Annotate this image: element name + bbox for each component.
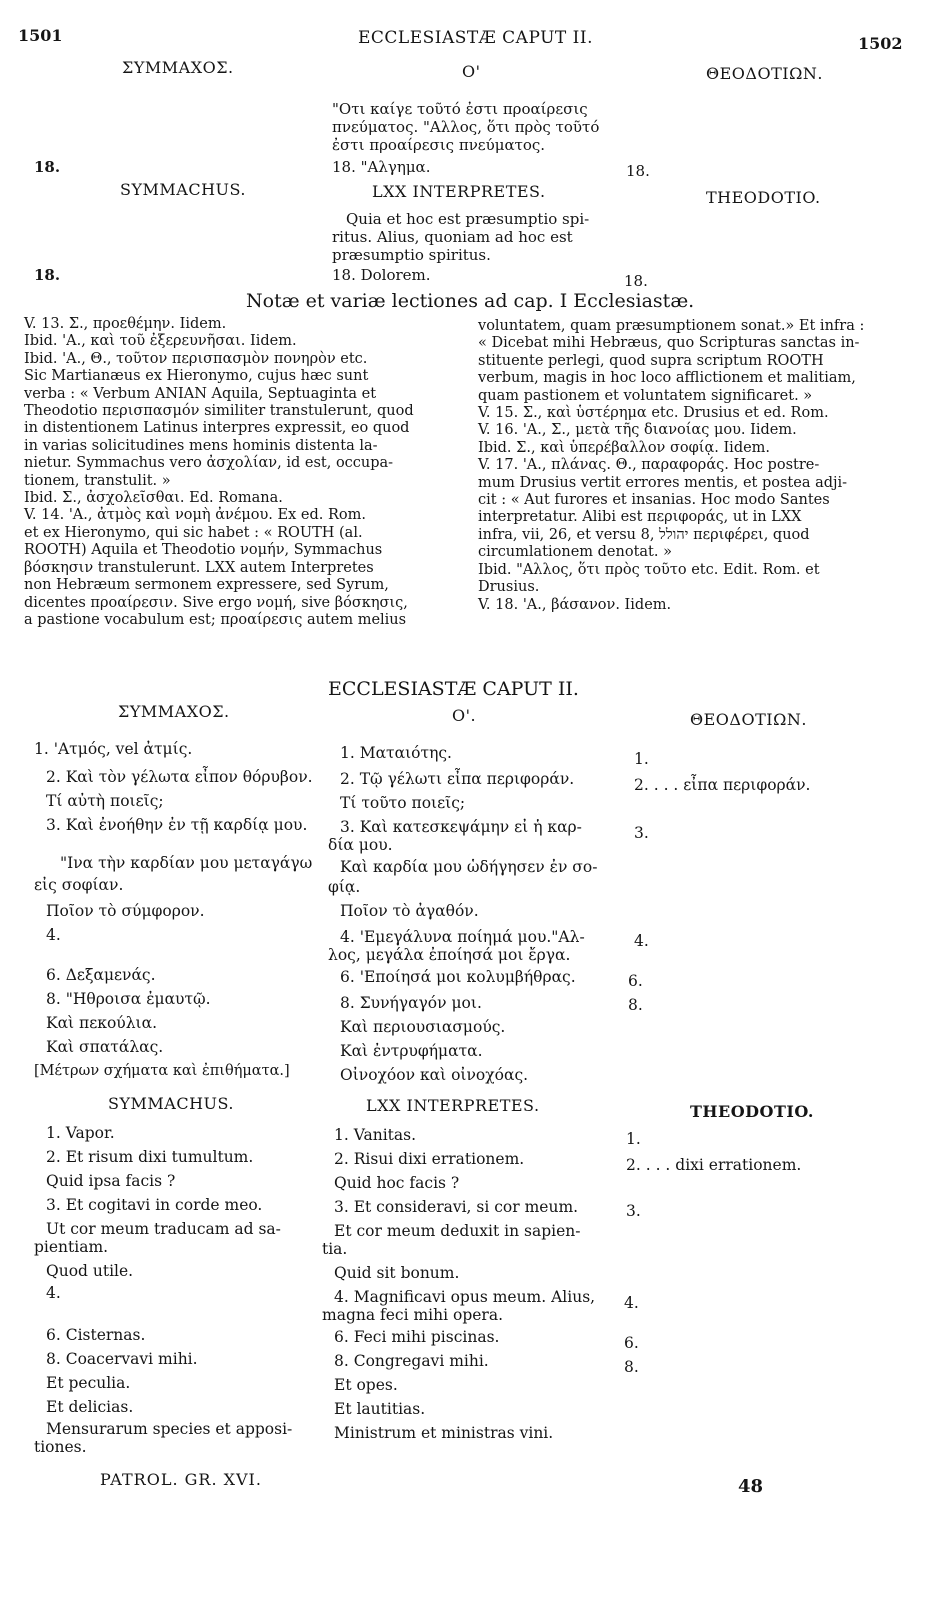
symm-greek-line: [Μέτρων σχήματα καὶ ἐπιθήματα.] <box>34 1063 290 1079</box>
center-greek-line-2: πνεύματος. "Αλλος, ὅτι πρὸς τοῦτό <box>332 118 600 136</box>
lxx-latin-line: 3. Et consideravi, si cor meum. <box>334 1198 579 1216</box>
symm-greek-line: Τί αὐτὴ ποιεῖς; <box>46 792 164 810</box>
center-greek-line-1: "Οτι καίγε τοῦτό ἐστι προαίρεσις <box>332 100 588 118</box>
lower-section-title: ECCLESIASTÆ CAPUT II. <box>328 678 579 700</box>
notes-right-column <box>478 318 864 614</box>
symm-latin-line: 1. Vapor. <box>46 1124 115 1142</box>
notes-right-line: mum Drusius vertit errores mentis, et postea adji- <box>478 474 848 491</box>
lower-theodotion-greek-heading: ΘΕΟΔΟΤΙΩΝ. <box>690 710 807 729</box>
theodotio-latin-heading: THEODOTIO. <box>706 188 821 207</box>
notes-right-line: Ibid. Σ., καὶ ὑπερέβαλλον σοφίᾳ. Iidem. <box>478 439 771 456</box>
notes-left-line: ROOTH) Aquila et Theodotio νομήν, Symmachus <box>24 542 383 559</box>
notes-right-line: verbum, magis in hoc loco afflictionem et malitiam, <box>478 370 856 387</box>
notes-right-line: interpretatur. Alibi est περιφοράς, ut in LXX <box>478 509 802 526</box>
lxx-greek-line: Καὶ ἐντρυφήματα. <box>340 1042 483 1060</box>
center-latin-line-1: Quia et hoc est præsumptio spi- <box>346 210 590 228</box>
page-number-left: 1501 <box>18 26 63 45</box>
theod-latin-line: 3. <box>626 1202 641 1220</box>
symmachus-latin-heading: SYMMACHUS. <box>120 180 246 199</box>
lxx-latin-line: Quid sit bonum. <box>334 1264 460 1282</box>
lxx-greek-line: 1. Ματαιότης. <box>340 744 452 762</box>
verse-18-greek-center: 18. "Αλγημα. <box>332 158 431 176</box>
notes-heading: Notæ et variæ lectiones ad cap. I Ecclesiastæ. <box>246 290 695 312</box>
symm-greek-line: "Ινα τὴν καρδίαν μου μεταγάγω <box>60 854 313 872</box>
lxx-greek-line: φίᾳ. <box>328 878 361 896</box>
notes-left-line: in distentionem Latinus interpres expressit, eo quod <box>24 420 410 437</box>
notes-right-line: V. 17. 'Α., πλάνας. Θ., παραφοράς. Hoc postre- <box>478 457 820 474</box>
footer-series: PATROL. GR. XVI. <box>100 1470 262 1489</box>
lxx-latin-line: 4. Magnificavi opus meum. Alius, <box>334 1288 596 1306</box>
lxx-greek-line: Οἰνοχόον καὶ οἰνοχόας. <box>340 1066 529 1084</box>
lxx-greek-line: 4. 'Εμεγάλυνα ποίημά μου."Αλ- <box>340 928 585 946</box>
lower-symmachus-greek-heading: ΣΥΜΜΑΧΟΣ. <box>118 702 230 721</box>
notes-left-line: tionem, transtulit. » <box>24 472 171 489</box>
notes-left-line: V. 14. 'Α., ἀτμὸς καὶ νομὴ ἀνέμου. Ex ed. Rom. <box>24 507 366 524</box>
lower-lxx-latin-heading: LXX INTERPRETES. <box>366 1096 540 1115</box>
theod-latin-line: 2. . . . dixi errationem. <box>626 1156 802 1174</box>
notes-right-line: « Dicebat mihi Hebræus, quo Scripturas sanctas in- <box>478 335 860 352</box>
theod-greek-line: 6. <box>628 972 643 990</box>
symm-latin-line: 6. Cisternas. <box>46 1326 146 1344</box>
notes-left-column <box>24 316 414 629</box>
notes-right-line: stituente perlegi, quod supra scriptum ROOTH <box>478 352 824 369</box>
lxx-latin-line: Et cor meum deduxit in sapien- <box>334 1222 581 1240</box>
notes-left-line: verba : « Verbum ANIAN Aquila, Septuaginta et <box>24 385 377 402</box>
notes-left-line: dicentes προαίρεσιν. Sive ergo νομή, sive βόσκησις, <box>24 594 408 611</box>
verse-18-greek-left: 18. <box>34 158 61 176</box>
lxx-latin-line: Quid hoc facis ? <box>334 1174 460 1192</box>
notes-right-line: V. 15. Σ., καὶ ὑστέρημα etc. Drusius et ed. Rom. <box>478 405 829 422</box>
lxx-latin-line: Ministrum et ministras vini. <box>334 1424 554 1442</box>
lxx-latin-line: magna feci mihi opera. <box>322 1306 504 1324</box>
symm-latin-line: tiones. <box>34 1438 87 1456</box>
symm-latin-line: Et delicias. <box>46 1398 134 1416</box>
lxx-greek-line: Καὶ καρδία μου ὡδήγησεν ἐν σο- <box>340 858 598 876</box>
symm-greek-line: Καὶ πεκούλια. <box>46 1014 158 1032</box>
notes-left-line: et ex Hieronymo, qui sic habet : « ROUTH (al. <box>24 524 363 541</box>
symm-latin-line: Mensurarum species et apposi- <box>46 1420 293 1438</box>
symm-greek-line: 3. Καὶ ἐνοήθην ἐν τῇ καρδίᾳ μου. <box>46 816 308 834</box>
notes-right-line: cit : « Aut furores et insanias. Hoc modo Santes <box>478 492 830 509</box>
running-title: ECCLESIASTÆ CAPUT II. <box>358 28 593 48</box>
theod-latin-line: 1. <box>626 1130 641 1148</box>
notes-left-line: nietur. Symmachus vero ἀσχολίαν, id est, occupa- <box>24 455 394 472</box>
symm-greek-line: 8. "Ηθροισα ἐμαυτῷ. <box>46 990 211 1008</box>
verse-18-latin-left: 18. <box>34 266 61 284</box>
lxx-greek-line: δία μου. <box>328 836 393 854</box>
symm-latin-line: 3. Et cogitavi in corde meo. <box>46 1196 263 1214</box>
notes-left-line: Ibid. 'Α., Θ., τοῦτον περισπασμὸν πονηρὸν etc. <box>24 350 368 367</box>
lxx-greek-line: Καὶ περιουσιασμούς. <box>340 1018 506 1036</box>
lxx-latin-line: 8. Congregavi mihi. <box>334 1352 489 1370</box>
theod-latin-line: 6. <box>624 1334 639 1352</box>
lower-symmachus-latin-heading: SYMMACHUS. <box>108 1094 234 1113</box>
notes-left-line: βόσκησιν transtulerunt. LXX autem Interpretes <box>24 559 374 576</box>
notes-left-line: a pastione vocabulum est; προαίρεσις autem melius <box>24 611 407 628</box>
lower-lxx-greek-heading: Ο'. <box>452 706 477 725</box>
notes-left-line: in varias solicitudines mens hominis distenta la- <box>24 437 378 454</box>
lxx-latin-line: Et opes. <box>334 1376 398 1394</box>
symm-greek-line: 1. 'Ατμός, vel ἀτμίς. <box>34 740 193 758</box>
lxx-greek-line: λος, μεγάλα ἐποίησά μοι ἔργα. <box>328 946 571 964</box>
symmachus-greek-heading: ΣΥΜΜΑΧΟΣ. <box>122 58 234 77</box>
symm-latin-line: 8. Coacervavi mihi. <box>46 1350 198 1368</box>
lower-theodotio-latin-heading: THEODOTIO. <box>690 1102 814 1121</box>
notes-right-line: Ibid. "Αλλος, ὅτι πρὸς τοῦτο etc. Edit. Rom. et <box>478 561 820 578</box>
notes-right-line: V. 18. 'Α., βάσανον. Iidem. <box>478 596 672 613</box>
notes-right-line: Drusius. <box>478 579 540 596</box>
lxx-greek-line: 2. Τῷ γέλωτι εἶπα περιφοράν. <box>340 770 575 788</box>
lxx-latin-line: 2. Risui dixi errationem. <box>334 1150 525 1168</box>
lxx-greek-line: 6. 'Εποίησά μοι κολυμβήθρας. <box>340 968 576 986</box>
lxx-latin-line: tia. <box>322 1240 348 1258</box>
notes-right-line: V. 16. 'Α., Σ., μετὰ τῆς διανοίας μου. Iidem. <box>478 422 797 439</box>
lxx-greek-line: Τί τοῦτο ποιεῖς; <box>340 794 466 812</box>
symm-latin-line: pientiam. <box>34 1238 109 1256</box>
lxx-greek-line: 3. Καὶ κατεσκεψάμην εἰ ἡ καρ- <box>340 818 582 836</box>
lxx-greek-line: 8. Συνήγαγόν μοι. <box>340 994 482 1012</box>
theodotion-greek-heading: ΘΕΟΔΟΤΙΩΝ. <box>706 64 823 83</box>
lxx-latin-line: Et lautitias. <box>334 1400 426 1418</box>
notes-right-line: quam pastionem et voluntatem significaret. » <box>478 387 813 404</box>
lxx-latin-line: 6. Feci mihi piscinas. <box>334 1328 500 1346</box>
symm-greek-line: Καὶ σπατάλας. <box>46 1038 164 1056</box>
theod-greek-line: 1. <box>634 750 649 768</box>
center-greek-line-3: ἐστι προαίρεσις πνεύματος. <box>332 136 546 154</box>
notes-left-line: Ibid. 'Α., καὶ τοῦ ἐξερευνῆσαι. Iidem. <box>24 333 297 350</box>
center-latin-line-2: ritus. Alius, quoniam ad hoc est <box>332 228 573 246</box>
symm-latin-line: Et peculia. <box>46 1374 131 1392</box>
symm-greek-line: Ποῖον τὸ σύμφορον. <box>46 902 205 920</box>
notes-left-line: V. 13. Σ., προεθέμην. Iidem. <box>24 316 227 332</box>
center-latin-line-3: præsumptio spiritus. <box>332 246 491 264</box>
notes-left-line: Ibid. Σ., ἀσχολεῖσθαι. Ed. Romana. <box>24 490 283 507</box>
notes-right-line: voluntatem, quam præsumptionem sonat.» Et infra : <box>478 318 865 334</box>
theod-greek-line: 3. <box>634 824 649 842</box>
symm-latin-line: Quid ipsa facis ? <box>46 1172 176 1190</box>
symm-greek-line: 4. <box>46 926 61 944</box>
lxx-greek-heading: Ο' <box>462 62 481 81</box>
theod-latin-line: 4. <box>624 1294 639 1312</box>
symm-greek-line: εἰς σοφίαν. <box>34 876 124 894</box>
theod-latin-line: 8. <box>624 1358 639 1376</box>
lxx-latin-line: 1. Vanitas. <box>334 1126 417 1144</box>
theod-greek-line: 4. <box>634 932 649 950</box>
symm-greek-line: 2. Καὶ τὸν γέλωτα εἶπον θόρυβον. <box>46 768 313 786</box>
notes-right-line: circumlationem denotat. » <box>478 544 672 561</box>
verse-18-greek-right: 18. <box>626 162 650 180</box>
symm-greek-line: 6. Δεξαμενάς. <box>46 966 156 984</box>
theod-greek-line: 2. . . . εἶπα περιφοράν. <box>634 776 811 794</box>
lxx-latin-heading: LXX INTERPRETES. <box>372 182 546 201</box>
symm-latin-line: Quod utile. <box>46 1262 134 1280</box>
lxx-greek-line: Ποῖον τὸ ἀγαθόν. <box>340 902 479 920</box>
notes-right-line: infra, vii, 26, et versu 8, יהולל περιφέρει, quod <box>478 526 810 543</box>
symm-latin-line: Ut cor meum traducam ad sa- <box>46 1220 281 1238</box>
symm-latin-line: 4. <box>46 1284 61 1302</box>
notes-left-line: Theodotio περισπασμόν similiter transtulerunt, quod <box>24 403 414 420</box>
notes-left-line: non Hebræum sermonem expressere, sed Syrum, <box>24 577 389 594</box>
notes-left-line: Sic Martianæus ex Hieronymo, cujus hæc sunt <box>24 368 369 385</box>
verse-18-latin-center: 18. Dolorem. <box>332 266 431 284</box>
theod-greek-line: 8. <box>628 996 643 1014</box>
verse-18-latin-right: 18. <box>624 272 648 290</box>
footer-signature: 48 <box>738 1476 764 1497</box>
page-number-right: 1502 <box>858 34 903 53</box>
symm-latin-line: 2. Et risum dixi tumultum. <box>46 1148 254 1166</box>
